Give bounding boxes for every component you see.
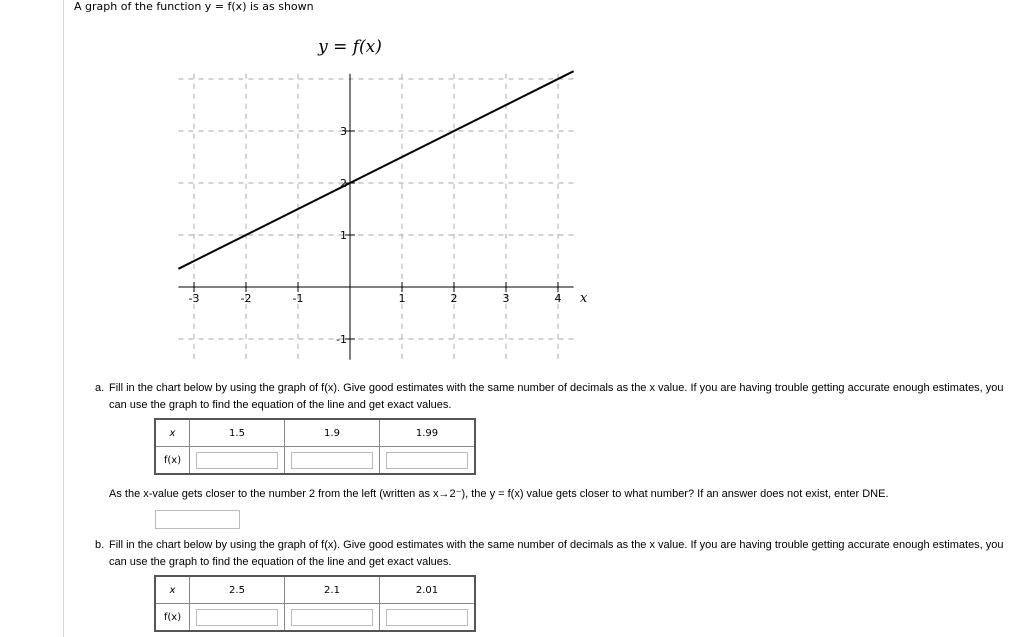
x-tick-labels <box>189 282 562 305</box>
part-a-table <box>154 418 476 475</box>
y-tick-label: 3 <box>340 125 347 138</box>
limit-answer-input[interactable] <box>155 510 240 529</box>
x-value: 2.5 <box>190 576 285 604</box>
x-value: 1.9 <box>285 419 380 447</box>
table-row <box>155 576 475 604</box>
y-tick-label: 1 <box>340 229 347 242</box>
y-tick-label: -1 <box>336 333 347 346</box>
x-header: x <box>155 419 190 447</box>
x-tick-label: 2 <box>450 292 458 305</box>
limit-question: As the x-value gets closer to the number 2 from the left (written as x→2⁻), the y = f(x) value gets closer to what number? If an answer does not exist, enter DNE. <box>109 488 889 500</box>
x-value: 2.01 <box>380 576 476 604</box>
table-row <box>155 419 475 447</box>
fx-answer-input[interactable] <box>291 609 373 626</box>
table-row <box>155 447 475 475</box>
x-tick-label: 3 <box>502 292 510 305</box>
x-value: 1.5 <box>190 419 285 447</box>
fx-answer-input[interactable] <box>196 609 278 626</box>
x-axis-label: x <box>580 291 588 306</box>
data-series <box>178 71 573 269</box>
part-a-text: Fill in the chart below by using the graph of f(x). Give good estimates with the same number of decimals as the x value. If you are having trouble getting accurate enough estimates, you can use the graph to find the equation of the line and get exact values. <box>109 382 1004 411</box>
part-b-label: b. <box>95 539 105 551</box>
x-header: x <box>155 576 190 604</box>
part-a-prompt <box>95 380 1015 414</box>
part-a-label: a. <box>95 382 105 394</box>
x-tick-label: 4 <box>554 292 562 305</box>
fx-header: f(x) <box>155 604 190 632</box>
part-b-prompt <box>95 537 1015 571</box>
part-b-text: Fill in the chart below by using the graph of f(x). Give good estimates with the same number of decimals as the x value. If you are having trouble getting accurate enough estimates, you can use the graph to find the equation of the line and get exact values. <box>109 539 1004 568</box>
fx-answer-input[interactable] <box>386 609 468 626</box>
x-tick-label: -2 <box>240 292 252 305</box>
graph-title: y = f(x) <box>318 37 382 57</box>
y-tick-label: 2 <box>340 177 347 190</box>
fx-header: f(x) <box>155 447 190 475</box>
intro-text: A graph of the function y = f(x) is as shown <box>74 0 314 13</box>
axes <box>178 74 573 360</box>
part-b-table <box>154 575 476 632</box>
function-line <box>178 71 573 269</box>
x-value: 1.99 <box>380 419 476 447</box>
fx-answer-input[interactable] <box>196 452 278 469</box>
x-tick-label: -1 <box>292 292 304 305</box>
x-tick-label: -3 <box>188 292 200 305</box>
table-row <box>155 604 475 632</box>
grid-lines <box>178 74 573 360</box>
x-value: 2.1 <box>285 576 380 604</box>
x-tick-label: 1 <box>398 292 406 305</box>
fx-answer-input[interactable] <box>291 452 373 469</box>
fx-answer-input[interactable] <box>386 452 468 469</box>
